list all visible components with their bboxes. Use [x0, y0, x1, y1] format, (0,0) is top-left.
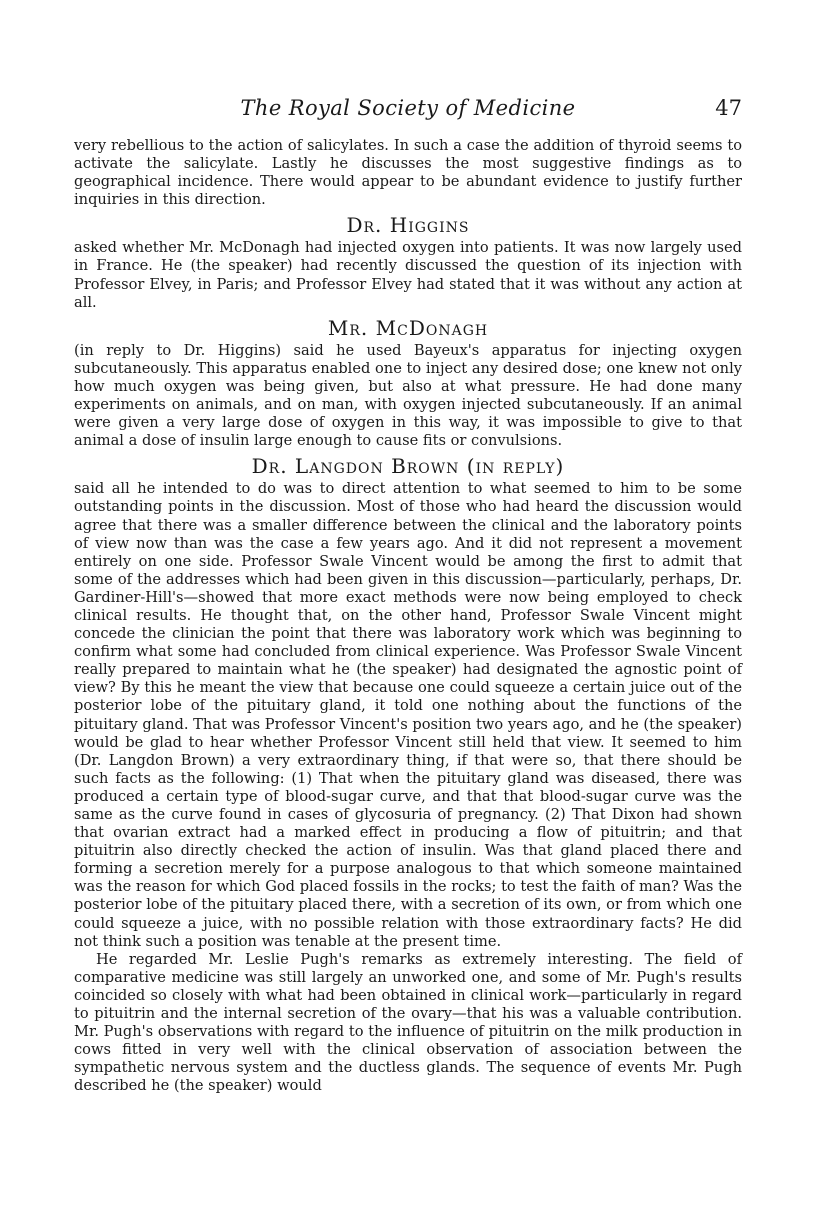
speaker-heading-langdon-brown: Dr. Langdon Brown (in reply) [251, 454, 565, 479]
higgins-paragraph: asked whether Mr. McDonagh had injected oxygen into patients. It was now largely used in France. He (the speaker) had recently discussed the question of its injection with Professor Elvey, in Paris; and Professor Elvey had stated that it was without any action at all. [74, 239, 742, 311]
article-body [74, 137, 742, 1096]
speaker-heading-mcdonagh: Mr. McDonagh [327, 315, 489, 340]
intro-paragraph: very rebellious to the action of salicylates. In such a case the addition of thyroid seems to activate the salicylate. Lastly he discusses the most suggestive findings as to geographical incidence. There would appear to be abundant evidence to justify further inquiries in this direction. [74, 137, 742, 209]
speaker-heading-higgins: Dr. Higgins [346, 213, 470, 238]
running-header [74, 96, 742, 126]
langdon-brown-paragraph-1: said all he intended to do was to direct attention to what seemed to him to be some outstanding points in the discussion. Most of those who had heard the discussion would agree that there was a smaller difference between the clinical and the laboratory points of view now than was the case a few years ago. And it did not represent a movement entirely on one side. Professor Swale Vincent would be among the first to admit that some of the addresses which had been given in this discussion—particularly, perhaps, Dr. Gardiner-Hill's—showed that more exact methods were now being employed to check clinical results. He thought that, on the other hand, Professor Swale Vincent might concede the clinician the point that there was laboratory work which was beginning to confirm what some had concluded from clinical experience. Was Professor Swale Vincent really prepared to maintain what he (the speaker) had designated the agnostic point of view? By this he meant the view that because one could squeeze a certain juice out of the posterior lobe of the pituitary gland, it told one nothing about the functions of the pituitary gland. That was Professor Vincent's position two years ago, and he (the speaker) would be glad to hear whether Professor Vincent still held that view. It seemed to him (Dr. Langdon Brown) a very extraordinary thing, if that were so, that there should be such facts as the following: (1) That when the pituitary gland was diseased, there was produced a certain type of blood-sugar curve, and that that blood-sugar curve was the same as the curve found in cases of glycosuria of pregnancy. (2) That Dixon had shown that ovarian extract had a marked effect in producing a flow of pituitrin; and that pituitrin also directly checked the action of insulin. Was that gland placed there and forming a secretion merely for a purpose analogous to that which someone maintained was the reason for which God placed fossils in the rocks; to test the faith of man? Was the posterior lobe of the pituitary placed there, with a secretion of its own, or from which one could squeeze a juice, with no possible relation with those extraordinary facts? He did not think such a position was tenable at the present time. [74, 480, 742, 950]
page-number: 47 [715, 96, 742, 120]
mcdonagh-paragraph: (in reply to Dr. Higgins) said he used Bayeux's apparatus for injecting oxygen subcutaneously. This apparatus enabled one to inject any desired dose; one knew not only how much oxygen was being given, but also at what pressure. He had done many experiments on animals, and on man, with oxygen injected subcutaneously. If an animal were given a very large dose of oxygen in this way, it was impossible to give to that animal a dose of insulin large enough to cause fits or convulsions. [74, 341, 742, 450]
running-title: The Royal Society of Medicine [240, 96, 576, 120]
langdon-brown-paragraph-2: He regarded Mr. Leslie Pugh's remarks as extremely interesting. The field of comparative medicine was still largely an unworked one, and some of Mr. Pugh's results coincided so closely with what had been obtained in clinical work—particularly in regard to pituitrin and the internal secretion of the ovary—that his was a valuable contribution. Mr. Pugh's observations with regard to the influence of pituitrin on the milk production in cows fitted in very well with the clinical observation of association between the sympathetic nervous system and the ductless glands. The sequence of events Mr. Pugh described he (the speaker) would [74, 950, 742, 1095]
